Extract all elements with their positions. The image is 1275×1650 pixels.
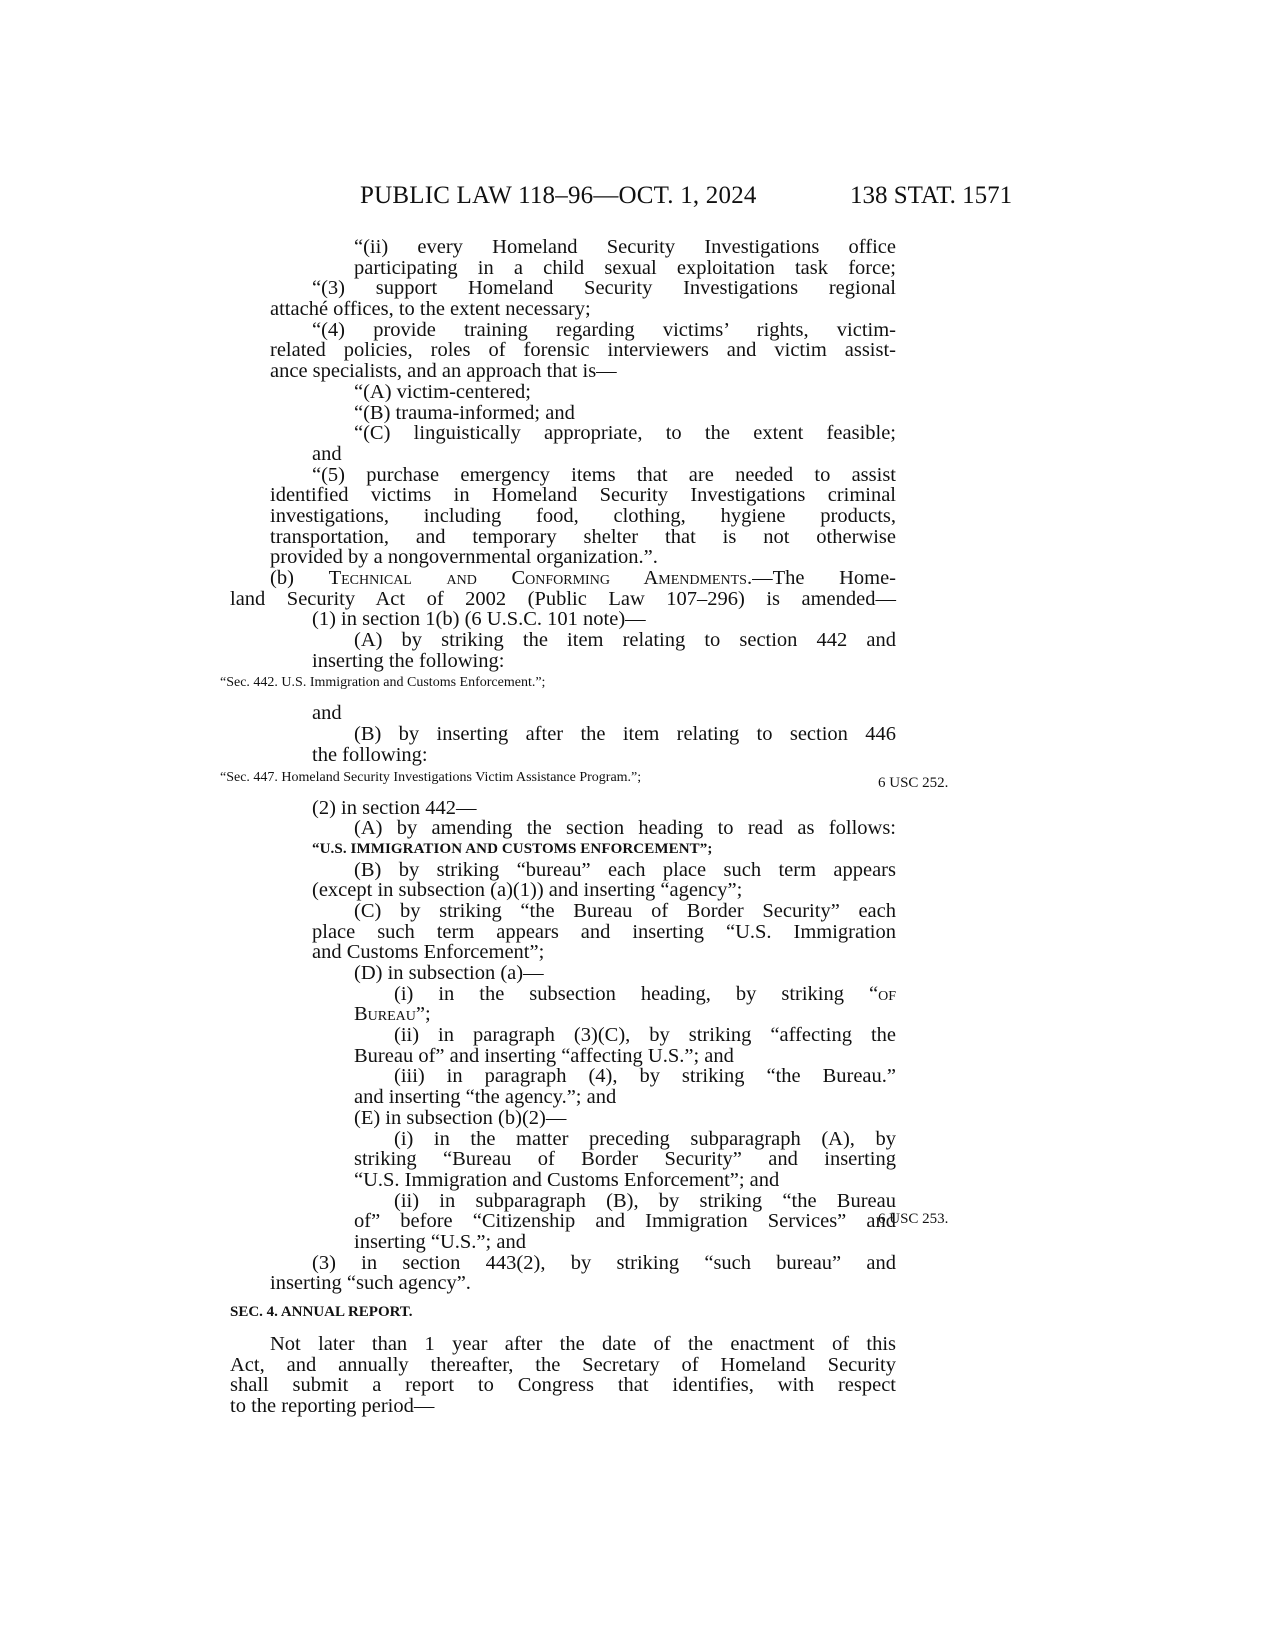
text-line: ance specialists, and an approach that is— [270, 360, 617, 383]
text-line: shall submit a report to Congress that identifies, with respect [230, 1374, 896, 1397]
text-line: and Customs Enforcement”; [312, 941, 545, 964]
text-line: (3) in section 443(2), by striking “such bureau” and [312, 1251, 896, 1274]
subsection-b-heading-line: (b) Technical and Conforming Amendments.—The Home- [270, 567, 897, 589]
text-line: related policies, roles of forensic interviewers and victim assist- [270, 339, 896, 362]
text-line: (A) by striking the item relating to section 442 and [354, 629, 896, 652]
text-line: Bureau of” and inserting “affecting U.S.”; and [354, 1044, 734, 1067]
text-line: to the reporting period— [230, 1395, 435, 1418]
text-line: “(B) trauma-informed; and [354, 401, 575, 424]
text-line: (except in subsection (a)(1)) and inserting “agency”; [312, 879, 743, 902]
toc-item-sec-447: “Sec. 447. Homeland Security Investigations Victim Assistance Program.”; [220, 769, 642, 785]
text-line: (C) by striking “the Bureau of Border Security” each [354, 899, 896, 922]
text-line: (A) by amending the section heading to read as follows: [354, 817, 896, 840]
text-line: “(A) victim-centered; [354, 380, 532, 403]
running-header-title: PUBLIC LAW 118–96—OCT. 1, 2024 [360, 182, 757, 209]
text-line: (iii) in paragraph (4), by striking “the Bureau.” [394, 1065, 896, 1088]
text-line: and [312, 702, 342, 725]
text-line: (B) by inserting after the item relating to section 446 [354, 723, 896, 746]
text-line: and [312, 442, 342, 465]
text-line: the following: [312, 743, 428, 766]
text-line: (i) in the matter preceding subparagraph (A), by [394, 1127, 896, 1150]
text-line: “(3) support Homeland Security Investigations regional [312, 277, 896, 300]
text-line: Not later than 1 year after the date of the enactment of this [270, 1333, 896, 1355]
text-line: “(5) purchase emergency items that are needed to assist [312, 463, 896, 486]
text-line: attaché offices, to the extent necessary; [270, 298, 591, 321]
text-line: (D) in subsection (a)— [354, 962, 544, 984]
text-line: inserting “U.S.”; and [354, 1230, 526, 1253]
text-line: identified victims in Homeland Security Investigations criminal [270, 484, 896, 507]
margin-note-6-usc-252: 6 USC 252. [878, 775, 949, 791]
margin-note-6-usc-253: 6 USC 253. [878, 1211, 949, 1227]
text-line: (1) in section 1(b) (6 U.S.C. 101 note)— [312, 608, 646, 631]
text-line: (B) by striking “bureau” each place such term appears [354, 858, 896, 881]
text-line: investigations, including food, clothing, hygiene products, [270, 504, 896, 527]
text-line-with-small-caps: (i) in the subsection heading, by striking “of [394, 982, 896, 1005]
section-heading-ice: “U.S. IMMIGRATION AND CUSTOMS ENFORCEMENT”; [312, 840, 713, 857]
text-line: place such term appears and inserting “U.S. Immigration [312, 920, 896, 943]
text-line: “(4) provide training regarding victims’ rights, victim- [312, 318, 896, 341]
subsection-b-heading: Technical and Conforming Amendments [328, 567, 747, 589]
text-line: land Security Act of 2002 (Public Law 107–296) is amended— [230, 587, 896, 610]
text-line: (E) in subsection (b)(2)— [354, 1106, 567, 1129]
toc-item-sec-442: “Sec. 442. U.S. Immigration and Customs Enforcement.”; [220, 675, 546, 691]
text-line: transportation, and temporary shelter that is not otherwise [270, 525, 896, 548]
text-line: participating in a child sexual exploitation task force; [354, 256, 896, 279]
text-line: of” before “Citizenship and Immigration Services” and [354, 1210, 896, 1233]
running-header-stat-page: 138 STAT. 1571 [850, 182, 1013, 209]
text-line: inserting the following: [312, 649, 505, 672]
text-line: (ii) in paragraph (3)(C), by striking “affecting the [394, 1024, 896, 1047]
text-line: (2) in section 442— [312, 796, 477, 819]
text-line: Act, and annually thereafter, the Secretary of Homeland Security [230, 1353, 896, 1376]
text-line: and inserting “the agency.”; and [354, 1086, 617, 1109]
text-line: Bureau”; [354, 1003, 431, 1026]
text-line: striking “Bureau of Border Security” and inserting [354, 1148, 896, 1171]
statute-text [220, 236, 897, 1418]
text-line: “U.S. Immigration and Customs Enforcement”; and [354, 1168, 780, 1191]
text-line: provided by a nongovernmental organization.”. [270, 546, 658, 569]
section-4-heading: SEC. 4. ANNUAL REPORT. [230, 1304, 413, 1320]
text-line: (ii) in subparagraph (B), by striking “the Bureau [394, 1189, 896, 1212]
text-line: inserting “such agency”. [270, 1272, 471, 1295]
text-line: “(ii) every Homeland Security Investigations office [354, 236, 896, 258]
text-line: “(C) linguistically appropriate, to the extent feasible; [354, 422, 896, 445]
